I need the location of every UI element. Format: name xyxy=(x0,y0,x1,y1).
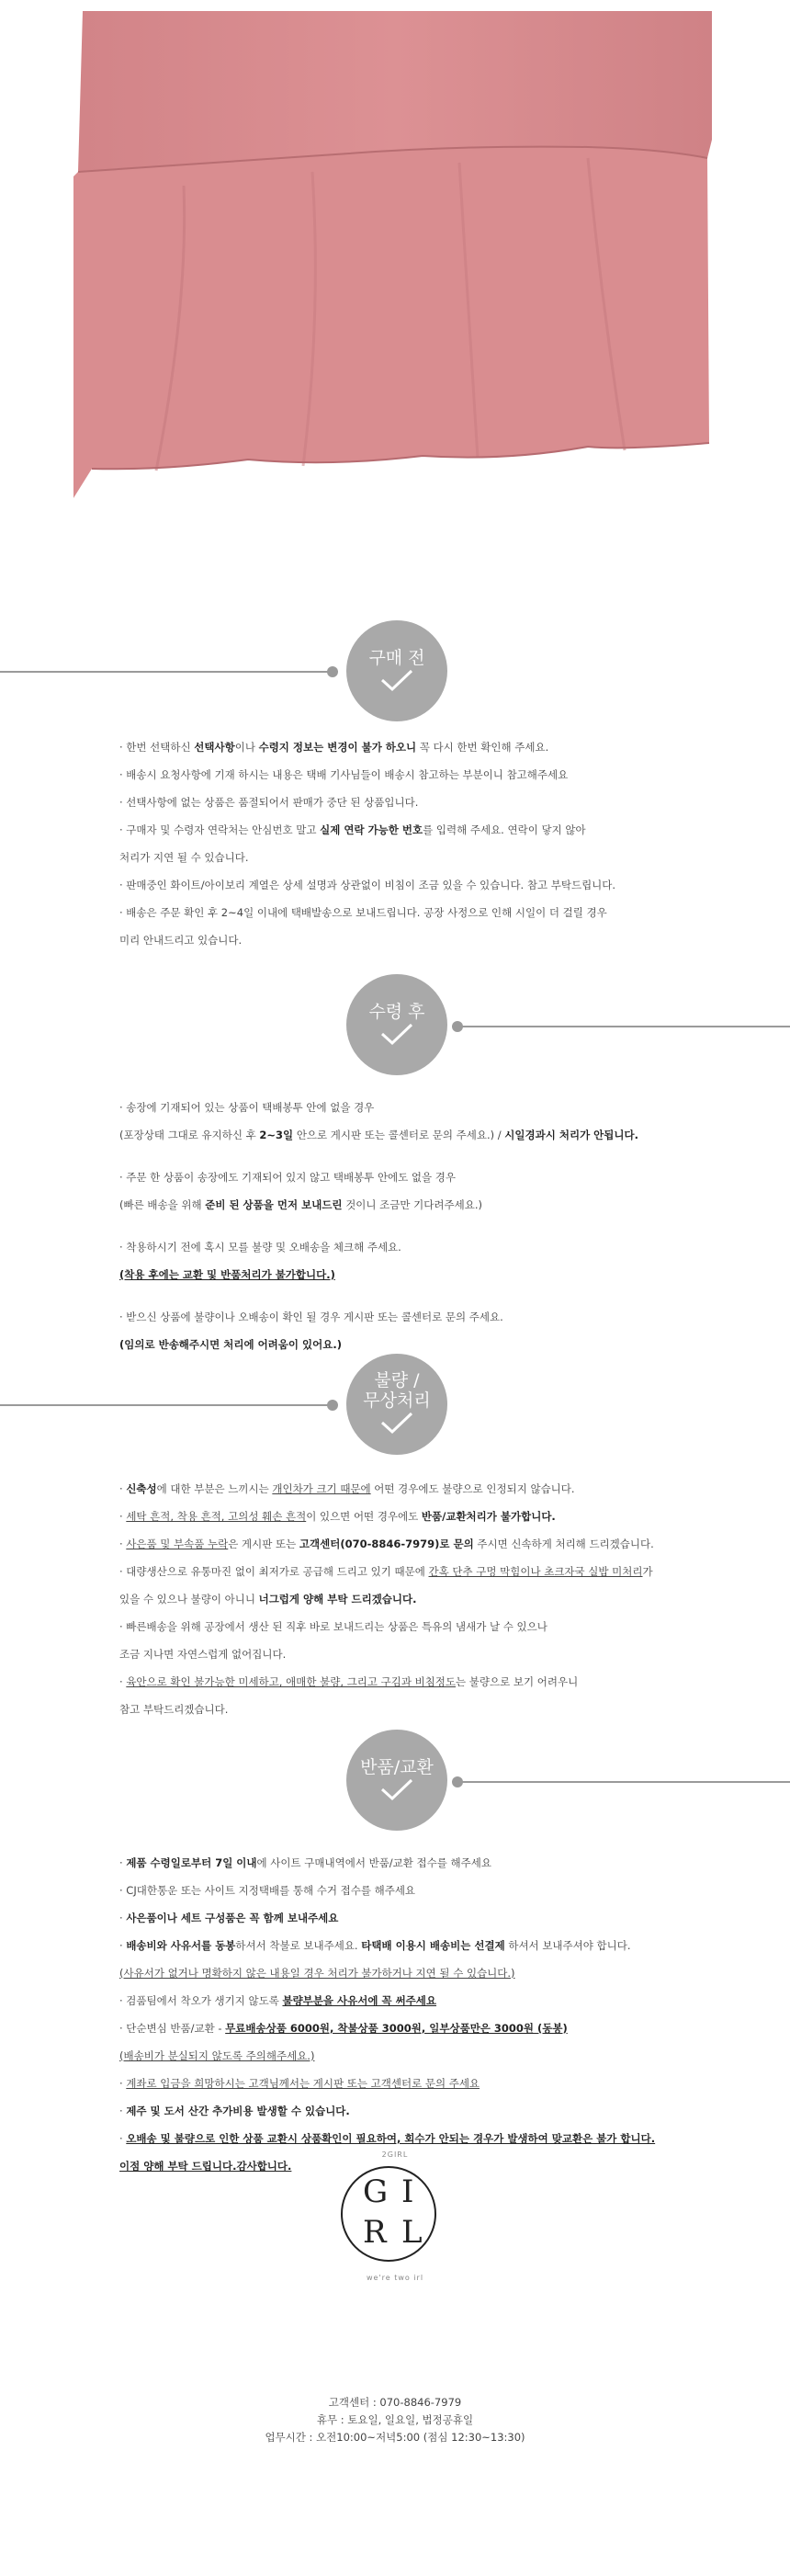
note-text: 것이니 조금만 기다려주세요.) xyxy=(342,1198,482,1211)
divider-dot xyxy=(327,666,338,677)
note-line xyxy=(119,1877,698,1904)
note-text: 시일경과시 처리가 안됩니다. xyxy=(504,1129,638,1141)
section-title: 구매 전 xyxy=(368,648,425,668)
logo-letter: R xyxy=(363,2214,387,2251)
note-line xyxy=(119,1987,698,2014)
note-text: (사유서가 없거나 명확하지 않은 내용일 경우 처리가 불가하거나 지연 될 수 있습니다.) xyxy=(119,1967,515,1980)
note-line xyxy=(119,1121,698,1149)
note-line xyxy=(119,2097,698,2125)
section-title: 수령 후 xyxy=(368,1002,425,1022)
note-text: 꼭 다시 한번 확인해 주세요. xyxy=(416,741,549,754)
note-text: 사은품 및 부속품 누락 xyxy=(126,1538,229,1550)
section-title-line1: 불량 / xyxy=(374,1370,420,1390)
note-text: 미리 안내드리고 있습니다. xyxy=(119,934,243,947)
notes-after xyxy=(119,1094,698,1358)
section-badge-after xyxy=(346,974,447,1075)
logo-letter: L xyxy=(401,2214,423,2251)
section-divider-before xyxy=(0,671,333,673)
note-text: 하셔서 착불로 보내주세요. xyxy=(235,1939,362,1952)
note-text: 반품/교환처리가 불가합니다. xyxy=(421,1510,556,1523)
note-text: · 구매자 및 수령자 연락처는 안심번호 말고 xyxy=(119,823,321,836)
section-divider-defect xyxy=(0,1404,333,1406)
divider-dot xyxy=(452,1021,463,1032)
note-line xyxy=(119,1303,698,1331)
note-line xyxy=(119,1849,698,1877)
footer-hours: 업무시간 : 오전10:00~저녁5:00 (점심 12:30~13:30) xyxy=(265,2431,525,2444)
note-text: 오배송 및 불량으로 인한 상품 교환시 상품확인이 필요하여, 회수가 안되는 경우가 발생하여 맞교환은 불가 합니다. xyxy=(126,2132,656,2145)
note-line xyxy=(119,761,698,789)
section-divider-return xyxy=(457,1781,790,1783)
note-line xyxy=(119,1163,698,1191)
note-text: · 주문 한 상품이 송장에도 기재되어 있지 않고 택배봉투 안에도 없을 경우 xyxy=(119,1171,457,1184)
note-text: 너그럽게 양해 부탁 드리겠습니다. xyxy=(258,1593,417,1606)
note-text: 참고 부탁드리겠습니다. xyxy=(119,1703,229,1716)
note-line xyxy=(119,1191,698,1219)
note-line xyxy=(119,1585,698,1613)
note-line xyxy=(119,1696,698,1723)
note-text: · 배송시 요청사항에 기재 하시는 내용은 택배 기사님들이 배송시 참고하는 부분이니 참고해주세요 xyxy=(119,768,569,781)
note-text: (포장상태 그대로 유지하신 후 xyxy=(119,1129,260,1141)
note-text: 계좌로 입금을 희망하시는 고객님께서는 게시판 또는 고객센터로 문의 주세요 xyxy=(126,2077,480,2090)
note-text: · 선택사항에 없는 상품은 품절되어서 판매가 중단 된 상품입니다. xyxy=(119,796,419,809)
note-text: 선택사항 xyxy=(194,741,235,754)
note-text: 제주 및 도서 산간 추가비용 발생할 수 있습니다. xyxy=(126,2105,350,2117)
note-line xyxy=(119,1558,698,1585)
check-icon xyxy=(378,1777,415,1801)
section-title: 반품/교환 xyxy=(360,1757,434,1777)
note-gap xyxy=(119,1219,698,1233)
note-line xyxy=(119,816,698,844)
note-text: 주시면 신속하게 처리해 드리겠습니다. xyxy=(473,1538,654,1550)
note-line xyxy=(119,1261,698,1288)
note-text: · 검품팀에서 착오가 생기지 않도록 xyxy=(119,1994,283,2007)
notes-before xyxy=(119,733,698,954)
note-line xyxy=(119,2014,698,2042)
logo-letter: I xyxy=(401,2173,414,2210)
section-badge-defect xyxy=(346,1354,447,1455)
note-line xyxy=(119,1530,698,1558)
note-text: · 판매중인 화이트/아이보리 계열은 상세 설명과 상관없이 비침이 조금 있을 수 있습니다. 참고 부탁드립니다. xyxy=(119,879,616,891)
check-icon xyxy=(378,668,415,692)
note-text: (임의로 반송해주시면 처리에 어려움이 있어요.) xyxy=(119,1338,342,1351)
note-text: 불량부분을 사유서에 꼭 써주세요 xyxy=(282,1994,437,2007)
note-line xyxy=(119,1640,698,1668)
note-text: · 받으신 상품에 불량이나 오배송이 확인 될 경우 게시판 또는 콜센터로 문의 주세요. xyxy=(119,1311,503,1323)
brand-logo xyxy=(341,2166,436,2262)
note-line xyxy=(119,871,698,899)
note-text: 신축성 xyxy=(126,1482,157,1495)
note-text: 배송비와 사유서를 동봉 xyxy=(126,1939,236,1952)
check-icon xyxy=(378,1022,415,1046)
footer-phone: 고객센터 : 070-8846-7979 xyxy=(328,2396,462,2409)
divider-dot xyxy=(327,1400,338,1411)
note-text: · xyxy=(119,1939,127,1952)
note-line xyxy=(119,1904,698,1932)
note-line xyxy=(119,1613,698,1640)
note-line xyxy=(119,1668,698,1696)
logo-letter: G xyxy=(363,2173,389,2210)
note-text: 실제 연락 가능한 번호 xyxy=(320,823,423,836)
notes-defect xyxy=(119,1475,698,1723)
note-text: 무료배송상품 6000원, 착불상품 3000원, 일부상품만은 3000원 (동봉) xyxy=(225,2022,568,2035)
note-gap xyxy=(119,1288,698,1303)
note-text: · CJ대한통운 또는 사이트 지정택배를 통해 수거 접수를 해주세요 xyxy=(119,1884,416,1897)
note-text: 이점 양해 부탁 드립니다.감사합니다. xyxy=(119,2160,292,2173)
note-line xyxy=(119,2042,698,2070)
footer-info xyxy=(0,2394,790,2446)
note-text: · xyxy=(119,1538,127,1550)
note-text: 이 있으면 어떤 경우에도 xyxy=(306,1510,422,1523)
note-text: · 배송은 주문 확인 후 2~4일 이내에 택배발송으로 보내드립니다. 공장 사정으로 인해 시일이 더 걸릴 경우 xyxy=(119,906,607,919)
note-text: 가 xyxy=(642,1565,653,1578)
note-text: 이나 xyxy=(234,741,259,754)
skirt-hem-image xyxy=(73,11,715,498)
logo-top-text: 2GIRL xyxy=(381,2150,409,2159)
note-text: 간혹 단추 구멍 막힘이나 초크자국 실밥 미처리 xyxy=(428,1565,643,1578)
footer-holiday: 휴무 : 토요일, 일요일, 법정공휴일 xyxy=(316,2413,474,2426)
note-text: 제품 수령일로부터 7일 이내 xyxy=(126,1856,257,1869)
note-text: 세탁 흔적, 착용 흔적, 고의성 훼손 흔적 xyxy=(126,1510,307,1523)
note-text: · 착용하시기 전에 혹시 모를 불량 및 오배송을 체크해 주세요. xyxy=(119,1241,401,1254)
divider-dot xyxy=(452,1776,463,1787)
note-line xyxy=(119,844,698,871)
note-text: · xyxy=(119,2077,127,2090)
product-photo xyxy=(73,11,715,498)
note-text: (빠른 배송을 위해 xyxy=(119,1198,206,1211)
note-gap xyxy=(119,1149,698,1163)
section-badge-before xyxy=(346,620,447,721)
note-text: 를 입력해 주세요. 연락이 닿지 않아 xyxy=(423,823,586,836)
note-line xyxy=(119,1959,698,1987)
note-text: 있을 수 있으나 불량이 아니니 xyxy=(119,1593,259,1606)
note-text: 안으로 게시판 또는 콜센터로 문의 주세요.) / xyxy=(293,1129,505,1141)
note-text: · xyxy=(119,1510,127,1523)
note-line xyxy=(119,2125,698,2152)
note-text: · 단순변심 반품/교환 - xyxy=(119,2022,226,2035)
note-text: 어떤 경우에도 불량으로 인정되지 않습니다. xyxy=(370,1482,575,1495)
note-text: 사은품이나 세트 구성품은 꼭 함께 보내주세요 xyxy=(126,1912,339,1924)
note-line xyxy=(119,733,698,761)
note-text: · 한번 선택하신 xyxy=(119,741,195,754)
note-line xyxy=(119,2070,698,2097)
note-text: · xyxy=(119,2105,127,2117)
section-divider-after xyxy=(457,1026,790,1027)
note-text: · xyxy=(119,2132,127,2145)
note-text: (배송비가 분실되지 않도록 주의해주세요.) xyxy=(119,2049,315,2062)
note-text: 준비 된 상품을 먼저 보내드린 xyxy=(205,1198,343,1211)
note-line xyxy=(119,789,698,816)
note-line xyxy=(119,926,698,954)
notes-return xyxy=(119,1849,698,2180)
section-title-line2: 무상처리 xyxy=(363,1390,431,1411)
note-text: · xyxy=(119,1912,127,1924)
note-text: 고객센터(070-8846-7979)로 문의 xyxy=(299,1538,474,1550)
note-text: 는 불량으로 보기 어려우니 xyxy=(456,1675,579,1688)
note-line xyxy=(119,1233,698,1261)
note-line xyxy=(119,1932,698,1959)
logo-bottom-text: we're two irl xyxy=(366,2274,424,2282)
note-text: 타택배 이용시 배송비는 선결제 xyxy=(361,1939,505,1952)
section-badge-return xyxy=(346,1730,447,1831)
note-line xyxy=(119,1094,698,1121)
note-line xyxy=(119,1503,698,1530)
note-text: 조금 지나면 자연스럽게 없어집니다. xyxy=(119,1648,287,1661)
note-text: 개인차가 크기 때문에 xyxy=(272,1482,371,1495)
note-text: 은 게시판 또는 xyxy=(228,1538,299,1550)
note-text: · 빠른배송을 위해 공장에서 생산 된 직후 바로 보내드리는 상품은 특유의 냄새가 날 수 있으나 xyxy=(119,1620,547,1633)
note-line xyxy=(119,1475,698,1503)
note-text: 에 사이트 구매내역에서 반품/교환 접수를 해주세요 xyxy=(256,1856,491,1869)
note-text: 에 대한 부분은 느끼시는 xyxy=(156,1482,273,1495)
note-text: (착용 후에는 교환 및 반품처리가 불가합니다.) xyxy=(119,1268,335,1281)
note-text: 2~3일 xyxy=(259,1129,294,1141)
note-line xyxy=(119,899,698,926)
note-text: 하셔서 보내주셔야 합니다. xyxy=(504,1939,631,1952)
note-text: · 대량생산으로 유통마진 없이 최저가로 공급해 드리고 있기 때문에 xyxy=(119,1565,429,1578)
note-text: · xyxy=(119,1482,127,1495)
note-text: · 송장에 기재되어 있는 상품이 택배봉투 안에 없을 경우 xyxy=(119,1101,375,1114)
note-text: 수령지 정보는 변경이 불가 하오니 xyxy=(258,741,417,754)
note-text: 육안으로 확인 불가능한 미세하고, 애매한 불량, 그리고 구김과 비침정도 xyxy=(126,1675,457,1688)
note-text: · xyxy=(119,1675,127,1688)
check-icon xyxy=(378,1411,415,1435)
note-text: · xyxy=(119,1856,127,1869)
note-text: 처리가 지연 될 수 있습니다. xyxy=(119,851,249,864)
